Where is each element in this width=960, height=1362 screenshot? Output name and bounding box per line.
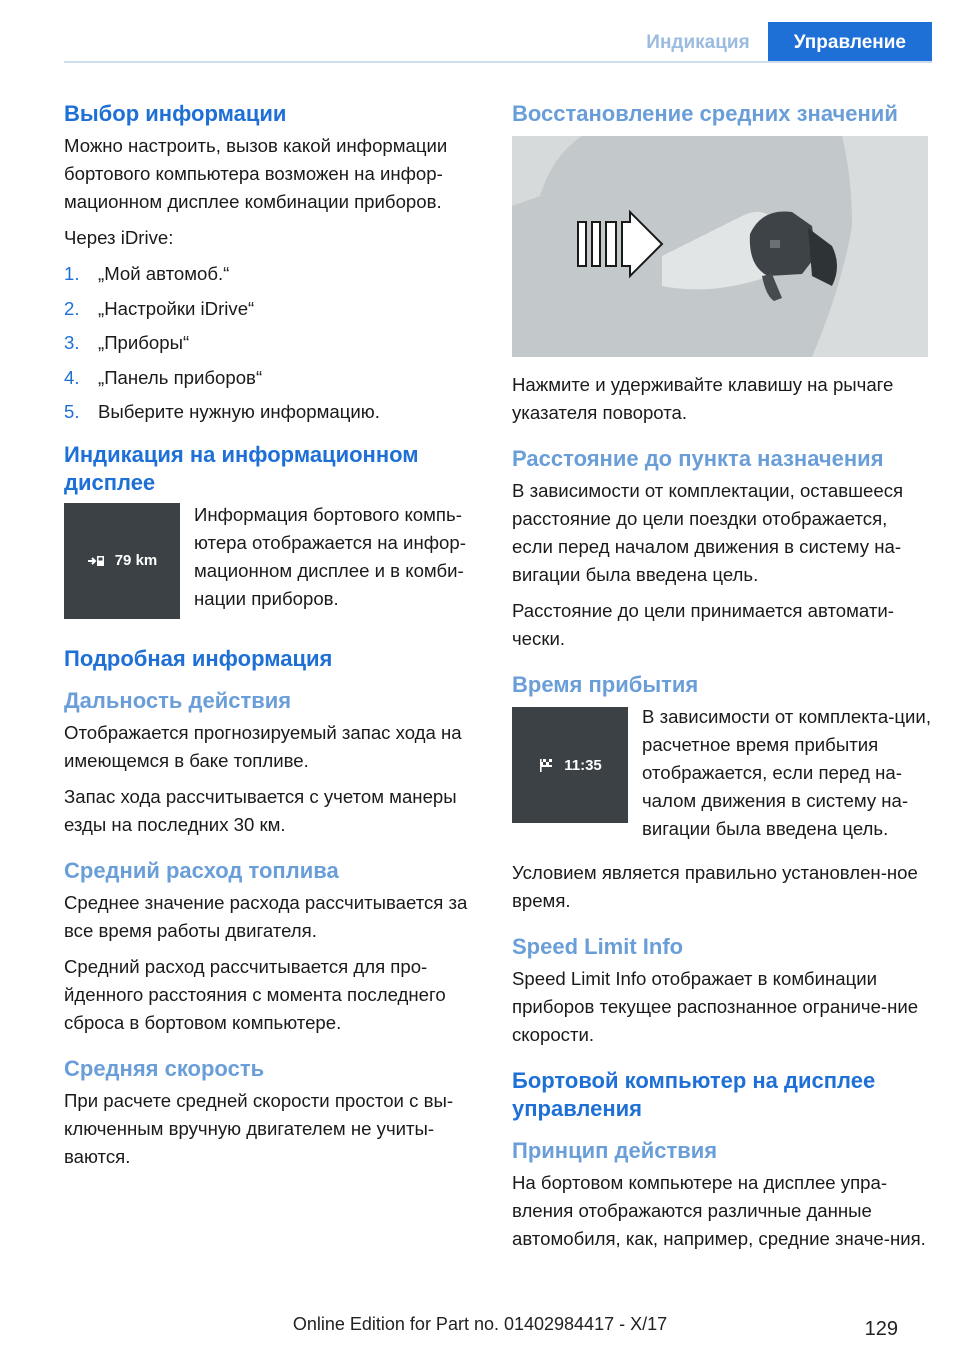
heading-avg-speed: Средняя скорость — [64, 1055, 265, 1081]
paragraph-consumption-2: Средний расход рассчитывается для про‐йденного расстояния с момента последнего сброса в бортовом компьютере. — [64, 955, 446, 1033]
step-number: 4. — [64, 366, 80, 388]
paragraph-arrival: В зависимости от комплекта‐ции, расчетное время прибытия отображается, если перед на‐чалом движения в систему на‐вигации была введена цель. — [642, 706, 931, 839]
paragraph-via-idrive: Через iDrive: — [64, 227, 174, 248]
heading-distance-destination: Расстояние до пункта назначения — [512, 446, 884, 471]
heading-principle: Принцип действия — [512, 1138, 718, 1163]
header-tabs — [628, 22, 932, 62]
heading-range: Дальность действия — [64, 687, 292, 713]
list-item — [64, 260, 478, 295]
step-text: „Настройки iDrive“ — [98, 297, 255, 319]
range-display-value: 79 km — [114, 552, 158, 569]
fuel-pump-arrow-icon — [87, 554, 107, 568]
heading-arrival-time: Время прибытия — [512, 672, 699, 697]
list-item — [64, 364, 478, 399]
heading-avg-consumption: Средний расход топлива — [64, 857, 339, 883]
heading-details: Подробная информация — [64, 645, 333, 671]
paragraph-distance-1: В зависимости от комплектации, оставшееся расстояние до цели поездки отображается, если перед началом движения в систему на‐вигации была введена цель. — [512, 480, 904, 585]
heading-info-display: Индикация на информационном дисплее — [64, 441, 419, 495]
step-number: 3. — [64, 332, 80, 353]
heading-reset-averages: Восстановление средних значений — [512, 101, 898, 126]
right-column — [512, 100, 932, 1261]
tab-indication[interactable]: Индикация — [628, 22, 767, 62]
range-display-thumbnail — [64, 503, 180, 619]
header-rule — [64, 61, 932, 63]
lever-button-illustration — [512, 136, 928, 357]
tab-control[interactable]: Управление — [768, 22, 932, 62]
paragraph-arrival-2: Условием является правильно установлен‐ное время. — [512, 862, 918, 911]
paragraph-speed-1: При расчете средней скорости простои с вы‐ключенным вручную двигателем не учиты‐ваются. — [64, 1089, 454, 1167]
step-text: „Мой автомоб.“ — [98, 263, 230, 284]
turn-signal-lever-illustration — [512, 136, 928, 357]
arrival-display-value: 11:35 — [564, 756, 602, 774]
left-column — [64, 100, 478, 1179]
paragraph-speed-limit: Speed Limit Info отображает в комбинации приборов текущее распознанное ограниче‐ние скорости. — [512, 968, 919, 1045]
paragraph-consumption-1: Среднее значение расхода рассчитывается за все время работы двигателя. — [64, 891, 468, 941]
page-number: 129 — [864, 1318, 898, 1340]
step-text: Выберите нужную информацию. — [98, 401, 380, 422]
steps-list — [64, 260, 478, 433]
paragraph-range-2: Запас хода рассчитывается с учетом манеры езды на последних 30 км. — [64, 785, 457, 835]
footer-edition: Online Edition for Part no. 01402984417 - X/17 — [292, 1314, 668, 1334]
paragraph-reset: Нажмите и удерживайте клавишу на рычаге указателя поворота. — [512, 374, 894, 423]
step-number: 1. — [64, 263, 80, 284]
heading-select-info: Выбор информации — [64, 101, 287, 126]
step-text: „Панель приборов“ — [98, 366, 263, 388]
step-number: 2. — [64, 297, 80, 319]
info-display-block — [64, 501, 478, 619]
paragraph-select-info: Можно настроить, вызов какой информации бортового компьютера возможен на инфор‐мационном дисплее комбинации приборов. — [64, 135, 448, 212]
list-item — [64, 295, 478, 330]
destination-flag-icon — [538, 757, 556, 773]
arrival-display-thumbnail — [512, 707, 628, 823]
list-item — [64, 329, 478, 364]
paragraph-range-1: Отображается прогнозируемый запас хода на имеющемся в баке топливе. — [64, 721, 462, 771]
step-number: 5. — [64, 401, 80, 422]
heading-speed-limit-info: Speed Limit Info — [512, 934, 684, 959]
list-item — [64, 398, 478, 433]
paragraph-principle: На бортовом компьютере на дисплее упра‐вления отображаются различные данные автомобиля, как, например, средние значе‐ния. — [512, 1172, 926, 1249]
step-text: „Приборы“ — [98, 332, 190, 353]
arrival-time-block — [512, 703, 932, 843]
paragraph-distance-2: Расстояние до цели принимается автомати‐чески. — [512, 600, 894, 649]
paragraph-info-display: Информация бортового компь‐ютера отображается на инфор‐мационном дисплее и в комби‐нации приборов. — [194, 503, 466, 609]
heading-bc-control-display: Бортовой компьютер на дисплее управления — [512, 1068, 876, 1121]
